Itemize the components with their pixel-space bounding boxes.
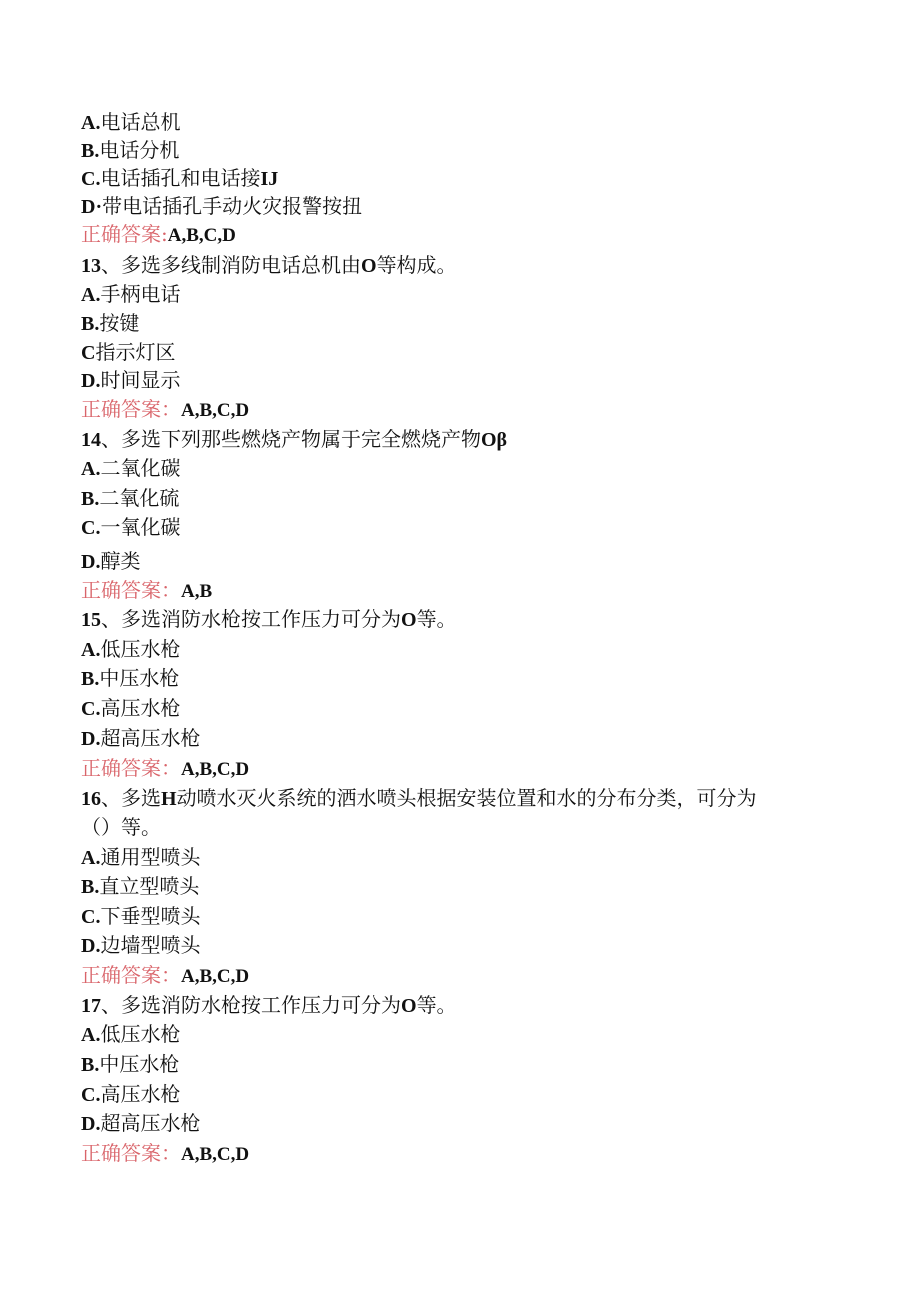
- option-c: C.高压水枪: [81, 1082, 181, 1106]
- option-a: A.低压水枪: [81, 1022, 181, 1046]
- option-b: B.二氧化硫: [81, 486, 180, 510]
- option-c: C.下垂型喷头: [81, 904, 201, 928]
- option-c: C指示灯区: [81, 340, 176, 364]
- question-16-continued: （）等。: [81, 815, 161, 839]
- answer-line: 正确答案：A,B,C,D: [81, 963, 250, 987]
- question-16: 16、多选H动喷水灭火系统的洒水喷头根据安装位置和水的分布分类，可分为: [81, 786, 757, 810]
- option-c: C.电话插孔和电话接IJ: [81, 166, 279, 190]
- option-a: A.通用型喷头: [81, 845, 201, 869]
- answer-line: 正确答案：A,B,C,D: [81, 1141, 250, 1165]
- question-17: 17、多选消防水枪按工作压力可分为O等。: [81, 993, 457, 1017]
- option-b: B.按键: [81, 311, 140, 335]
- option-a: A.低压水枪: [81, 637, 181, 661]
- option-d: D·带电话插孔手动火灾报警按扭: [81, 194, 363, 218]
- option-b: B.中压水枪: [81, 1052, 180, 1076]
- option-a: A.手柄电话: [81, 282, 181, 306]
- option-c: C.一氧化碳: [81, 515, 181, 539]
- option-a: A.电话总机: [81, 110, 181, 134]
- option-b: B.直立型喷头: [81, 874, 200, 898]
- answer-line: 正确答案:A,B,C,D: [81, 222, 236, 246]
- question-14: 14、多选下列那些燃烧产物属于完全燃烧产物Oβ: [81, 427, 508, 451]
- answer-line: 正确答案：A,B: [81, 578, 213, 602]
- option-b: B.电话分机: [81, 138, 180, 162]
- option-d: D.超高压水枪: [81, 726, 201, 750]
- answer-line: 正确答案：A,B,C,D: [81, 756, 250, 780]
- option-d: D.超高压水枪: [81, 1111, 201, 1135]
- question-15: 15、多选消防水枪按工作压力可分为O等。: [81, 607, 457, 631]
- option-d: D.时间显示: [81, 368, 181, 392]
- option-d: D.醇类: [81, 549, 141, 573]
- option-d: D.边墙型喷头: [81, 933, 201, 957]
- option-a: A.二氧化碳: [81, 456, 181, 480]
- option-b: B.中压水枪: [81, 666, 180, 690]
- answer-line: 正确答案：A,B,C,D: [81, 397, 250, 421]
- question-13: 13、多选多线制消防电话总机由O等构成。: [81, 253, 457, 277]
- option-c: C.高压水枪: [81, 696, 181, 720]
